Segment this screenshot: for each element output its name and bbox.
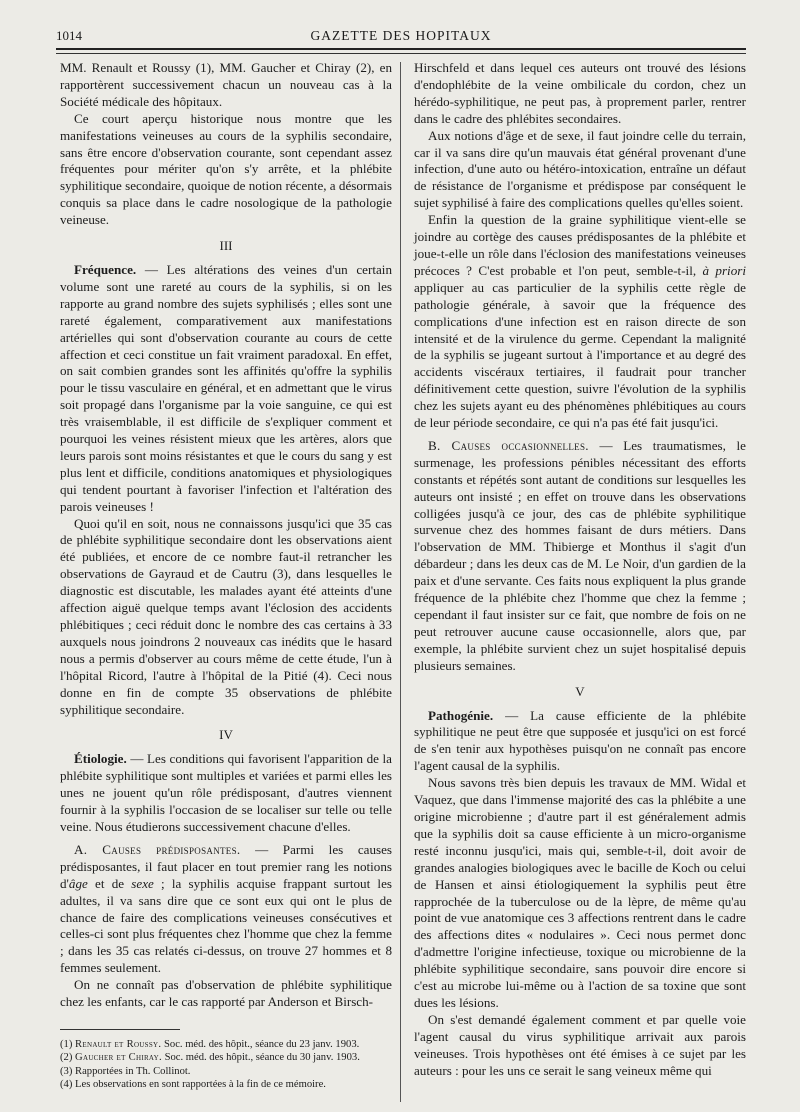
paragraph: Aux notions d'âge et de sexe, il faut joindre celle du terrain, car il va sans dire qu'un mauvais état général provenant d'une infection, d'une auto ou hétéro-intoxication, entraîne un défaut de résistance de l'organisme et prédispose par conséquent le sujet syphilisé à faire des complications quelles qu'elles soient. bbox=[414, 127, 746, 211]
paragraph: B. Causes occasionnelles. — Les traumatismes, le surmenage, les professions pénibles nécessitant des efforts constants et répétés sont autant de conditions sur lesquelles les auteurs ont insisté ; en effet on trouve dans les observations colligées jusqu'à ce jour, des cas de phlébite syphilitique survenue chez des hommes faisant de durs métiers. Dans l'observation de MM. Thibierge et Monthus il s'agit d'un débardeur ; dans les deux cas de M. Le Noir, d'un gardien de la paix et d'une servante. Ces faits nous expliquent la plus grande fréquence de la phlébite chez l'homme que chez la femme ; cependant il faut insister sur ce fait, que nombre de fois on ne peut retrouver aucune cause occasionnelle, alors que, par exemple, la phlébite survient chez un sujet hospitalisé depuis plusieurs semaines. bbox=[414, 437, 746, 673]
footnote-rule bbox=[60, 1029, 180, 1030]
section-number: V bbox=[575, 683, 585, 699]
paragraph: On s'est demandé également comment et par quelle voie l'agent causal du virus syphilitique arrivait aux parois veineuses. Trois hypothèses ont été émises à ce sujet par les auteurs : pour les uns ce serait le sang veineux même qui bbox=[414, 1011, 746, 1078]
paragraph: MM. Renault et Roussy (1), MM. Gaucher et Chiray (2), en rapportèrent successivement chacun un nouveau cas à la Société médicale des hôpitaux. bbox=[60, 60, 392, 109]
paragraph: Nous savons très bien depuis les travaux de MM. Widal et Vaquez, que dans l'immense majorité des cas la phlébite a une origine microbienne ; d'autre part il est généralement admis que la syphilis doit sa cause efficiente à un micro-organisme resté inconnu jusqu'ici, mais qui, semble-t-il, doit avoir de grandes analogies biologiques avec le bacille de Koch ou celui de Hansen et ainsi étiologiquement la syphilis peut être rapprochée de la tuberculose ou de la lèpre, de même qu'au point de vue anatomique ces 3 affections rentrent dans le cadre des affections dites « nodulaires ». Ceci nous permet donc d'admettre l'origine infectieuse, toxique ou microbienne de la phlébite syphilitique secondaire, sans pouvoir dire encore si c'est au microbe lui-même ou à l'action de sa toxine que sont dues les lésions. bbox=[414, 775, 746, 1010]
paragraph: Hirschfeld et dans lequel ces auteurs ont trouvé des lésions d'endophlébite de la veine ombilicale du cordon, chez un hérédo-syphilitique, ne peut pas, à proprement parler, rentrer dans le cadre des phlébites secondaires. bbox=[414, 60, 746, 126]
page-header bbox=[56, 24, 746, 46]
section-number: III bbox=[219, 238, 233, 254]
subsection-heading: A. Causes prédisposantes. bbox=[74, 841, 241, 857]
paragraph: On ne connaît pas d'observation de phlébite syphilitique chez les enfants, car le cas rapporté par Anderson et Birsch- bbox=[60, 977, 392, 1010]
paragraph: Quoi qu'il en soit, nous ne connaissons jusqu'ici que 35 cas de phlébite syphilitique secondaire dont les observations aient été publiées, et encore de ce nombre faut-il retrancher les observations de Gayraud et de Cautru (3), dans lesquelles le diagnostic est discutable, les malades ayant été atteints d'une affection aiguë quelque temps avant l'éclosion des accidents phlébitiques ; ceci réduit donc le nombre des cas certains à 33 auxquels nous joindrons 2 nouveaux cas inédits que le hasard nous a permis d'observer au cours même de cette étude, l'un à l'hôpital Ricord, l'autre à l'hôpital de la Pitié (4). Ceci nous donne en fin de compte 35 observations de phlébite syphilitique secondaire. bbox=[60, 515, 392, 717]
right-column bbox=[414, 60, 746, 1079]
paragraph: Enfin la question de la graine syphilitique vient-elle se joindre au cortège des causes prédisposantes de la phlébite et joue-t-elle un rôle dans l'éclosion des manifestations veineuses précoces ? C'est probable et l'on peut, semble-t-il, à priori appliquer au cas particulier de la syphilis cette règle de pathologie générale, à savoir que la fréquence des complications d'une infection est en raison directe de son intensité et de la virulence du germe. Cependant la malignité de la syphilis se jugeant surtout à l'importance et au degré des accidents viscéraux tertiaires, il faudrait pour trancher définitivement cette question, suivre l'évolution de la syphilis chez les sujets ayant eu des phénomènes phlébitiques au cours de leur période secondaire, ce qui n'a pas été fait jusqu'ici. bbox=[414, 212, 746, 431]
footnote: (2) Gaucher et Chiray. Soc. méd. des hôpit., séance du 30 janv. 1903. bbox=[60, 1052, 360, 1064]
footnote: (1) Renault et Roussy. Soc. méd. des hôpit., séance du 23 janv. 1903. bbox=[60, 1038, 360, 1050]
footnote: (4) Les observations en sont rapportées à la fin de ce mémoire. bbox=[60, 1079, 326, 1091]
left-column bbox=[60, 60, 392, 1092]
paragraph: Ce court aperçu historique nous montre que les manifestations veineuses au cours de la syphilis secondaire, sans être encore d'observation courante, sont cependant assez fréquentes pour mériter qu'on s'y arrête, et la phlébite syphilitique secondaire, quoique de notion récente, a désormais conquis sa place dans le cadre nosologique de la pathologie veineuse. bbox=[60, 110, 392, 228]
section-heading: Étiologie. bbox=[74, 751, 127, 767]
subsection-heading: B. Causes occasionnelles. bbox=[428, 437, 589, 453]
paragraph: Pathogénie. — La cause efficiente de la phlébite syphilitique ne peut être que supposée et jusqu'ici on est forcé de s'en tenir aux hypothèses puisqu'on ne connaît pas encore l'agent causal de la syphilis. bbox=[414, 707, 746, 774]
paragraph: Étiologie. — Les conditions qui favorisent l'apparition de la phlébite syphilitique sont multiples et variées et parmi elles les unes ne jouent qu'un rôle prédisposant, d'autres viennent fournir à la syphilis l'occasion de se localiser sur telle ou telle veine. Nous étudierons successivement chacune d'elles. bbox=[60, 751, 392, 834]
footnotes bbox=[60, 1038, 392, 1092]
paragraph: Fréquence. — Les altérations des veines d'un certain volume sont une rareté au cours de la syphilis, si on les rapporte au grand nombre des sujets syphilisés ; elles sont une rareté également, comparativement aux manifestations artérielles qui sont d'observation courante au cours de cette affection et ceci constitue un fait vraiment paradoxal. En effet, on sait combien grandes sont les affinités qu'offre la syphilis pour le tissu vasculaire en général, et en admettant que le virus soit propagé dans l'organisme par la voie sanguine, ce qui est très vraisemblable, il est difficile de s'expliquer comment et pourquoi les veines résistent mieux que les artères, alors que leurs parois sont moins résistantes et que le cours du sang y est plus lent et difficile, conditions anatomiques et physiologiques qui tendent pourtant à favoriser l'infection et l'altération des parois veineuses ! bbox=[60, 261, 392, 514]
header-rule-thin bbox=[56, 53, 746, 54]
section-heading: Pathogénie. bbox=[428, 707, 494, 723]
section-heading: Fréquence. bbox=[74, 261, 137, 277]
section-number: IV bbox=[219, 727, 233, 743]
running-title: GAZETTE DES HOPITAUX bbox=[310, 28, 492, 43]
page-number: 1014 bbox=[56, 28, 82, 43]
footnote: (3) Rapportées in Th. Collinot. bbox=[60, 1065, 191, 1077]
column-divider bbox=[400, 62, 401, 1102]
paragraph: A. Causes prédisposantes. — Parmi les causes prédisposantes, il faut placer en tout premier rang les notions d'âge et de sexe ; la syphilis acquise frappant surtout les adultes, il va sans dire que ce sont eux qui ont le plus de chance de faire des complications veineuses consécutives et celles-ci sont plus fréquentes chez l'homme que chez la femme ; dans les 35 cas relatés ci-dessus, on trouve 27 hommes et 8 femmes seulement. bbox=[60, 841, 392, 976]
header-rule-thick bbox=[56, 48, 746, 50]
